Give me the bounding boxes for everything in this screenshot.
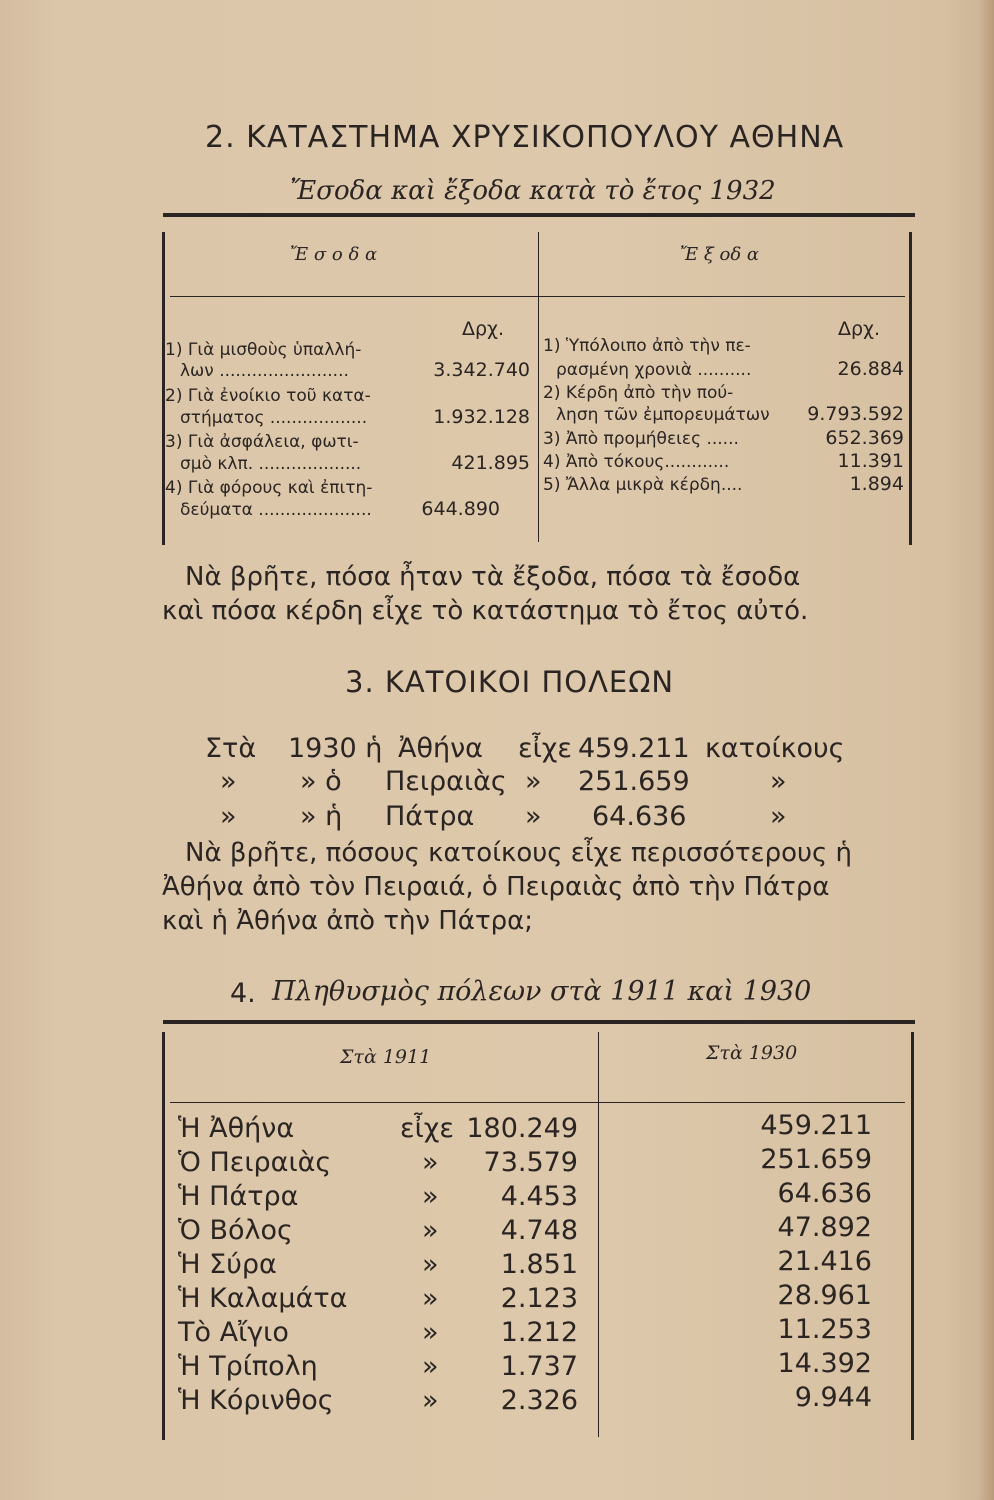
s3-row3-d: »	[525, 801, 542, 832]
s3-row1-d: εἶχε	[518, 733, 572, 764]
s3-row2-d: »	[525, 766, 542, 797]
section4-title: Πληθυσμὸς πόλεων στὰ 1911 καὶ 1930	[272, 976, 812, 1007]
income-currency: Δρχ.	[462, 318, 505, 340]
pop-row-1911: 1.212	[500, 1317, 578, 1348]
pop-table-right-border	[911, 1032, 914, 1440]
income-item-4-line2: δεύματα .....................	[180, 500, 372, 520]
pop-row-1930: 9.944	[794, 1382, 872, 1413]
pop-row-city: Ἡ Πάτρα	[178, 1181, 299, 1212]
income-item-2-line1: 2) Γιὰ ἐνοίκιο τοῦ κατα-	[165, 386, 371, 406]
income-item-3-line1: 3) Γιὰ ἀσφάλεια, φωτι-	[165, 432, 359, 452]
pop-row-1911: 1.737	[500, 1351, 578, 1382]
expense-item-1-line1: 1) Ὑπόλοιπο ἀπὸ τὴν πε-	[543, 336, 751, 356]
expense-item-2-amount: 9.793.592	[807, 403, 904, 425]
section4-title-num: 4.	[230, 978, 256, 1009]
s3-row1-a: Στὰ	[205, 733, 257, 764]
pop-row-1911: 2.123	[500, 1283, 578, 1314]
pop-row-1911: 4.453	[500, 1181, 578, 1212]
pop-row-city: Ὁ Πειραιὰς	[178, 1147, 332, 1178]
pop-row-1911: 180.249	[466, 1113, 578, 1144]
income-item-1-amount: 3.342.740	[433, 359, 530, 381]
pop-row-city: Ἡ Καλαμάτα	[178, 1283, 348, 1314]
pop-header-1911: Στὰ 1911	[340, 1046, 432, 1068]
income-item-3-amount: 421.895	[451, 452, 530, 474]
section2-question-line2: καὶ πόσα κέρδη εἶχε τὸ κατάστημα τὸ ἔτος αὐτό.	[162, 596, 809, 626]
expense-currency: Δρχ.	[838, 318, 881, 340]
expense-item-2-line2: ληση τῶν ἐμπορευμάτων	[556, 405, 770, 425]
income-item-3-line2: σμὸ κλπ. ...................	[180, 454, 362, 474]
pop-row-city: Ἡ Κόρινθος	[178, 1385, 334, 1416]
pop-row-1930: 47.892	[777, 1212, 872, 1243]
expense-header: Ἔ ξ οδ α	[680, 244, 760, 265]
pop-table-center-divider	[598, 1032, 599, 1437]
expense-item-3-amount: 652.369	[825, 427, 904, 449]
income-item-4-amount: 644.890	[421, 498, 500, 520]
s3-row1-c: Ἀθήνα	[398, 733, 483, 764]
pop-row-mark: »	[422, 1385, 439, 1416]
s3-row3-b: » ἡ	[300, 801, 343, 832]
s3-row3-c: Πάτρα	[385, 801, 475, 832]
pop-row-1930: 459.211	[760, 1110, 872, 1141]
expense-item-3-line1: 3) Ἀπὸ προμήθειες ......	[543, 429, 739, 449]
section2-question-line1: Νὰ βρῆτε, πόσα ἦταν τὰ ἔξοδα, πόσα τὰ ἔσοδα	[185, 562, 801, 592]
s3-row2-e: 251.659	[578, 766, 690, 797]
s3-row1-b: 1930 ἡ	[288, 733, 383, 764]
pop-row-1911: 2.326	[500, 1385, 578, 1416]
pop-row-mark: »	[422, 1147, 439, 1178]
section2-title: 2. ΚΑΤΑΣΤΗΜΑ ΧΡΥΣΙΚΟΠΟΥΛΟΥ ΑΘΗΝΑ	[205, 120, 845, 155]
pop-row-1911: 1.851	[500, 1249, 578, 1280]
s3-row3-f: »	[770, 801, 787, 832]
pop-header-rule	[170, 1102, 905, 1103]
expense-item-1-line2: ρασμένη χρονιὰ ..........	[556, 360, 752, 380]
pop-row-1930: 28.961	[777, 1280, 872, 1311]
pop-row-1930: 251.659	[760, 1144, 872, 1175]
section3-title: 3. ΚΑΤΟΙΚΟΙ ΠΟΛΕΩΝ	[345, 665, 675, 699]
pop-row-city: Ἡ Τρίπολη	[178, 1351, 318, 1382]
expense-item-1-amount: 26.884	[837, 358, 904, 380]
s3-row2-f: »	[770, 766, 787, 797]
pop-row-city: Τὸ Αἴγιο	[178, 1317, 289, 1348]
table-right-border	[909, 232, 912, 545]
pop-row-mark: »	[422, 1283, 439, 1314]
income-item-2-line2: στήματος ..................	[180, 408, 368, 428]
header-rule	[170, 296, 905, 297]
pop-table-left-border	[162, 1032, 165, 1440]
expense-item-2-line1: 2) Κέρδη ἀπὸ τὴν πού-	[543, 383, 734, 403]
income-item-4-line1: 4) Γιὰ φόρους καὶ ἐπιτη-	[165, 478, 373, 498]
income-item-1-line1: 1) Γιὰ μισθοὺς ὑπαλλή-	[165, 340, 362, 360]
income-header: Ἔ σ ο δ α	[290, 244, 378, 265]
section2-subtitle: Ἔσοδα καὶ ἔξοδα κατὰ τὸ ἔτος 1932	[290, 176, 776, 206]
pop-row-1930: 64.636	[777, 1178, 872, 1209]
pop-row-city: Ὁ Βόλος	[178, 1215, 293, 1246]
s3-row2-a: »	[220, 766, 237, 797]
income-item-1-line2: λων ........................	[180, 361, 349, 381]
s3-row1-e: 459.211	[578, 733, 690, 764]
pop-row-mark: εἶχε	[400, 1113, 454, 1144]
s3-row2-b: » ὁ	[300, 766, 342, 797]
section3-question-line3: καὶ ἡ Ἀθήνα ἀπὸ τὴν Πάτρα;	[162, 906, 533, 936]
pop-row-mark: »	[422, 1317, 439, 1348]
table-top-rule	[163, 213, 915, 217]
pop-row-mark: »	[422, 1181, 439, 1212]
section3-question-line2: Ἀθήνα ἀπὸ τὸν Πειραιά, ὁ Πειραιὰς ἀπὸ τὴν Πάτρα	[162, 872, 830, 902]
pop-row-1930: 11.253	[777, 1314, 872, 1345]
pop-row-mark: »	[422, 1351, 439, 1382]
pop-table-top-rule	[163, 1020, 915, 1024]
section3-question-line1: Νὰ βρῆτε, πόσους κατοίκους εἶχε περισσότερους ἡ	[185, 838, 853, 868]
expense-item-5-amount: 1.894	[849, 473, 904, 495]
expense-item-4-line1: 4) Ἀπὸ τόκους............	[543, 452, 730, 472]
s3-row3-e: 64.636	[592, 801, 687, 832]
pop-row-1911: 4.748	[500, 1215, 578, 1246]
pop-row-mark: »	[422, 1249, 439, 1280]
pop-row-1911: 73.579	[483, 1147, 578, 1178]
expense-item-4-amount: 11.391	[837, 450, 904, 472]
s3-row3-a: »	[220, 801, 237, 832]
pop-header-1930: Στὰ 1930	[706, 1042, 798, 1064]
s3-row2-c: Πειραιὰς	[385, 766, 507, 797]
pop-row-mark: »	[422, 1215, 439, 1246]
page-edge	[980, 0, 994, 1500]
pop-row-city: Ἡ Ἀθήνα	[178, 1113, 295, 1144]
pop-row-city: Ἡ Σύρα	[178, 1249, 277, 1280]
pop-row-1930: 14.392	[777, 1348, 872, 1379]
pop-row-1930: 21.416	[777, 1246, 872, 1277]
income-item-2-amount: 1.932.128	[433, 406, 530, 428]
table-center-divider	[538, 232, 539, 542]
s3-row1-f: κατοίκους	[705, 733, 845, 764]
expense-item-5-line1: 5) Ἄλλα μικρὰ κέρδη....	[543, 475, 743, 495]
